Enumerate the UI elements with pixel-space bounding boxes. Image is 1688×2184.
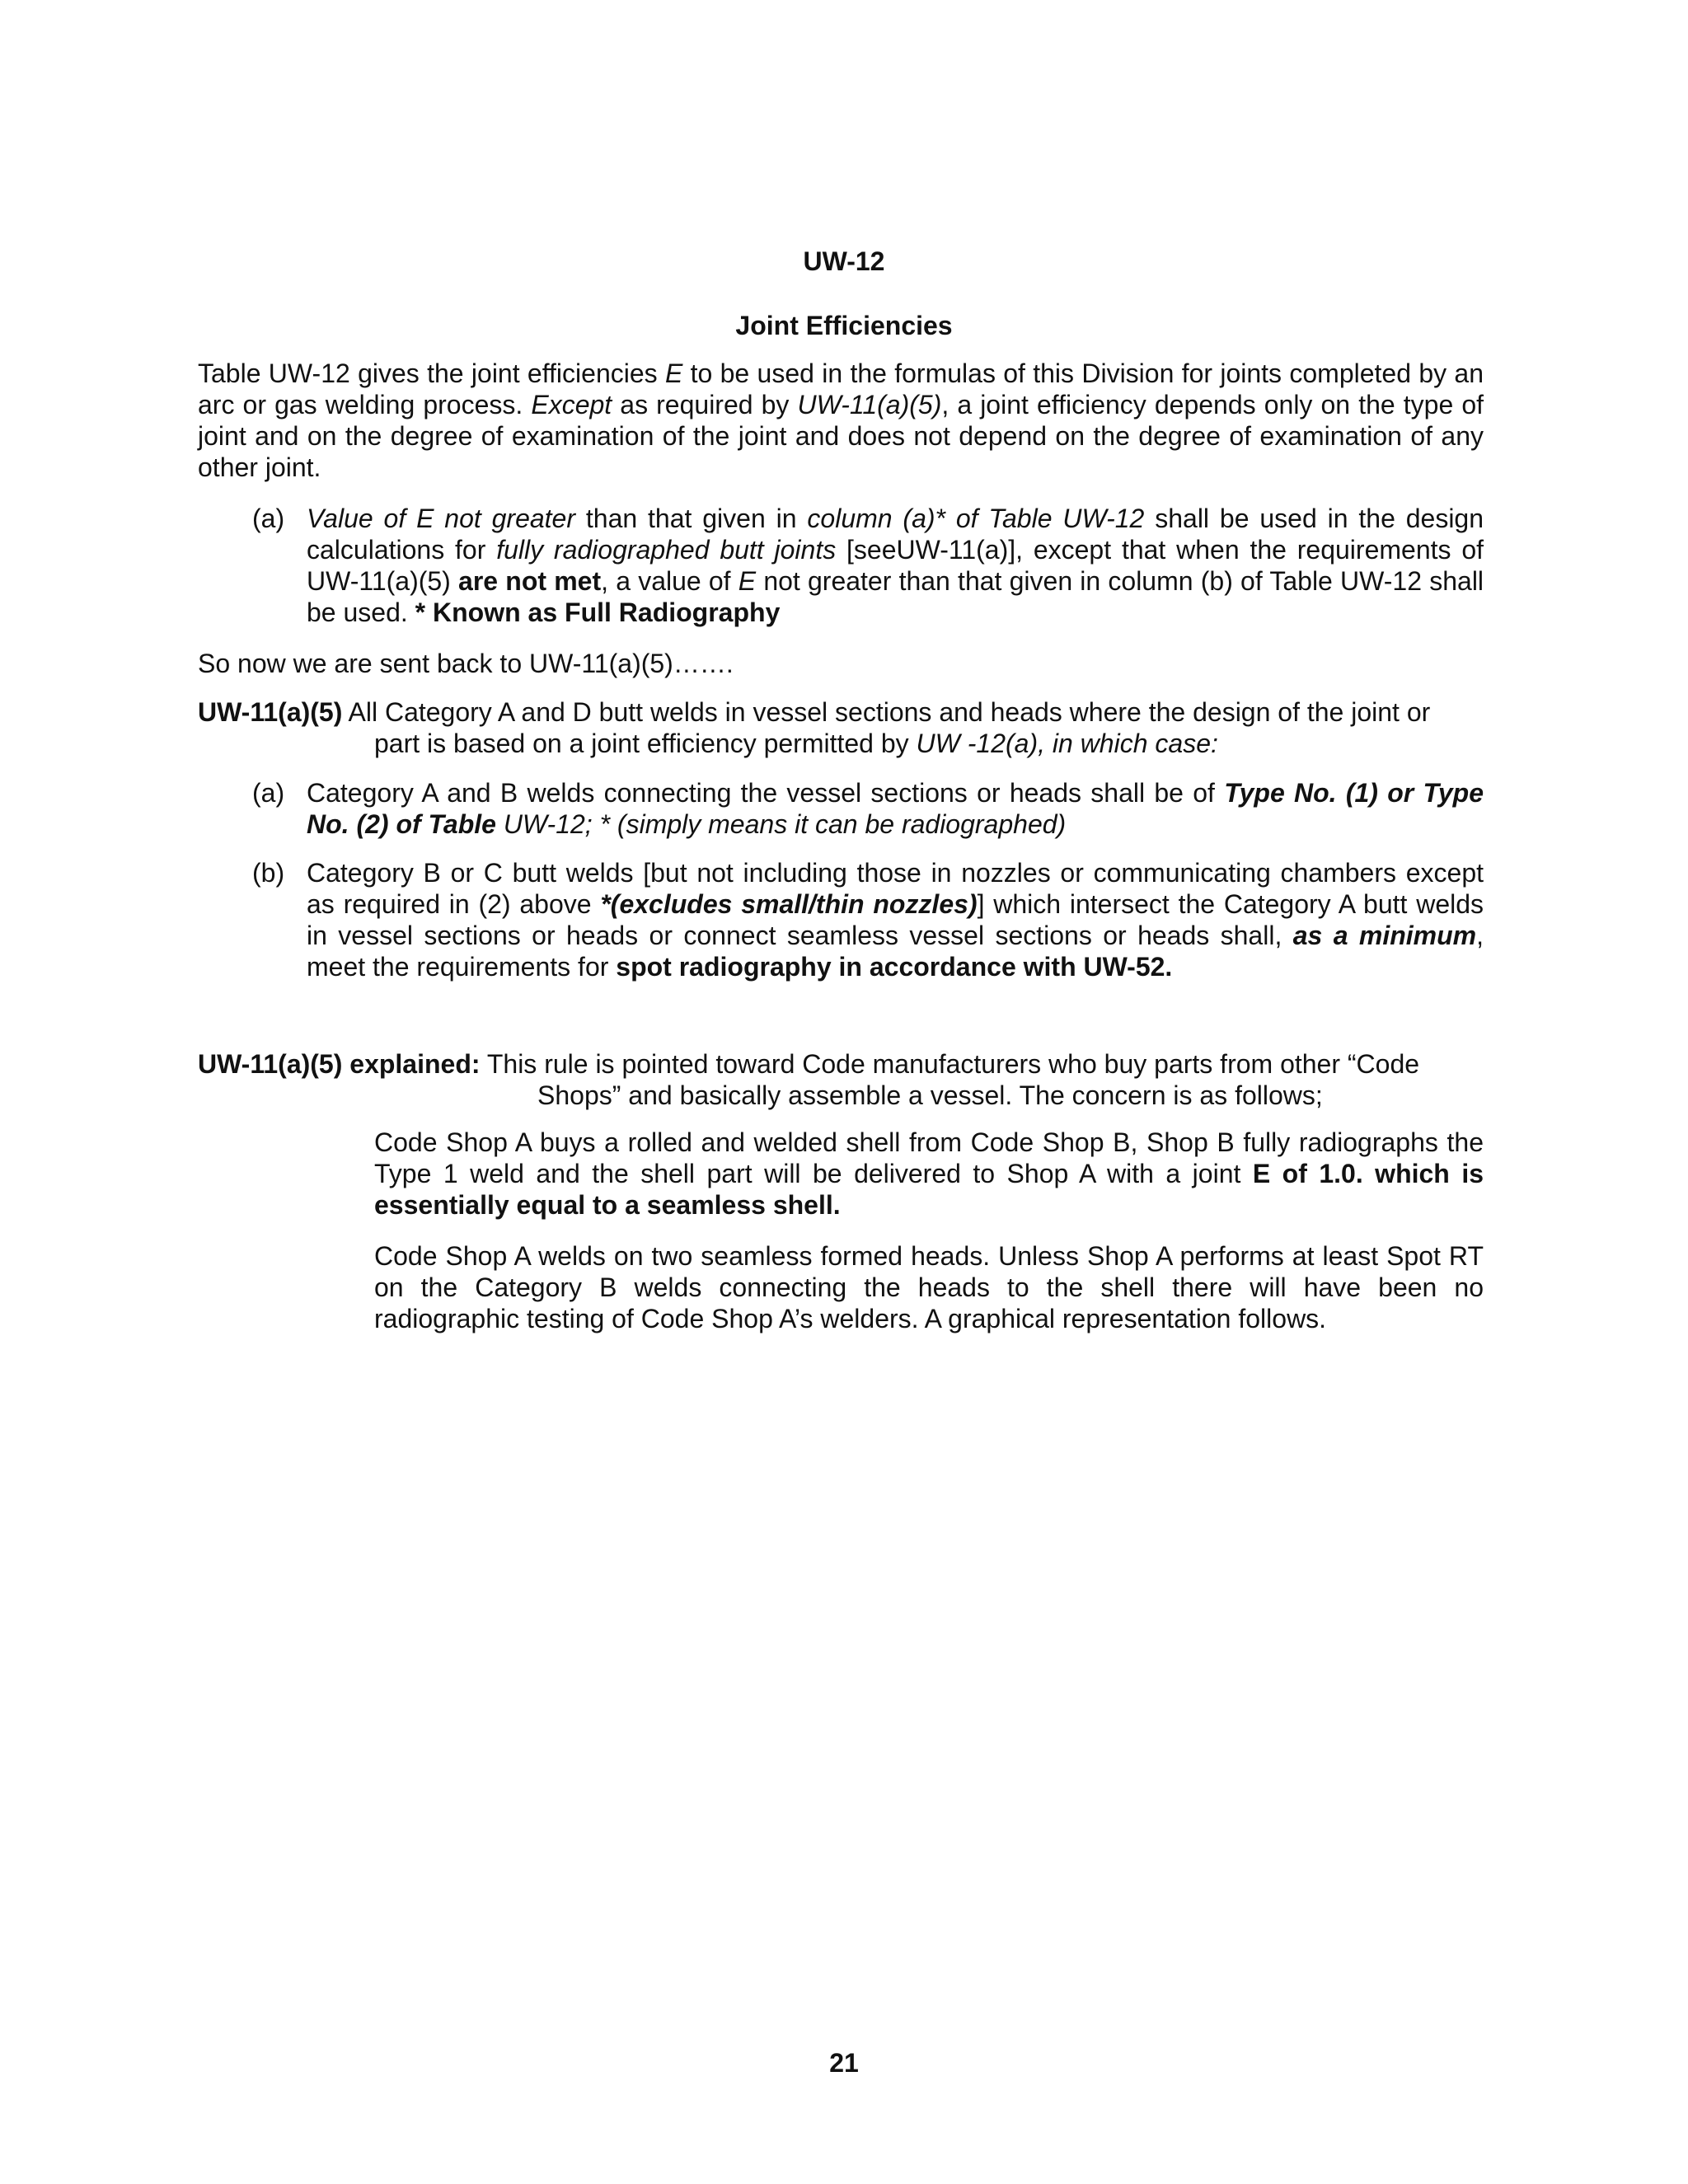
- transition-line: So now we are sent back to UW-11(a)(5)…….: [198, 649, 734, 678]
- list-item-text: [307, 857, 1484, 982]
- item-a-text-11: * Known as Full Radiography: [415, 598, 781, 627]
- explained-line-2: Shops” and basically assemble a vessel. The concern is as follows;: [537, 1080, 1323, 1110]
- uw11-b-text-6: spot radiography in accordance with UW-52.: [616, 952, 1173, 982]
- uw11-b-text-2: *(excludes small/thin nozzles): [600, 889, 978, 919]
- explained-subparagraph-2: Code Shop A welds on two seamless formed heads. Unless Shop A performs at least Spot RT on the Category B welds connecting the heads to the shell there will have been no radiographic testing of Code Shop A’s welders. A graphical representation follows.: [374, 1241, 1484, 1333]
- list-item-a: [252, 503, 1484, 635]
- intro-reference: UW-11(a)(5): [797, 390, 942, 419]
- uw11-a-text-3: UW-12; * (simply means it can be radiographed): [495, 809, 1067, 839]
- explained-paragraph: [198, 1048, 1484, 1111]
- page-number: 21: [829, 2048, 859, 2078]
- uw11-a-text-2: Type No. (1) or Type No. (2) of Table: [307, 778, 1484, 839]
- item-a-text-4: shall be used in the design calculations for: [307, 504, 1484, 565]
- item-a-text-2: than that given in: [575, 504, 808, 533]
- intro-text-4: , a joint efficiency depends only on the type of joint and on the degree of examination of the joint and does not depend on the degree of examination of any other joint.: [198, 390, 1484, 482]
- uw11-b-text-3: ] which intersect the Category A butt welds in vessel sections or heads or connect seamless vessel sections or heads shall,: [307, 889, 1484, 950]
- list-label: (a): [252, 504, 285, 533]
- uw11-b-text-4: as a minimum: [1292, 921, 1477, 950]
- explained-line-1: [198, 1048, 1484, 1080]
- uw11-b-text-5: , meet the requirements for: [307, 921, 1484, 982]
- uw11-b-text-1: Category B or C butt welds [but not including those in nozzles or communicating chambers except as required in (2) above: [307, 858, 1484, 919]
- uw11-a-text-1: Category A and B welds connecting the vessel sections or heads shall be of: [307, 778, 1225, 808]
- explained-sub1-bold: E of 1.0. which is essentially equal to a seamless shell.: [374, 1159, 1484, 1220]
- uw11-item-b: [252, 857, 1484, 989]
- uw11-label: UW-11(a)(5): [198, 697, 343, 727]
- uw11-text-1: All Category A and D butt welds in vessel sections and heads where the design of the joint or: [342, 697, 1431, 727]
- explained-sub1-text: Code Shop A buys a rolled and welded shell from Code Shop B, Shop B fully radiographs the Type 1 weld and the shell part will be delivered to Shop A with a joint: [374, 1127, 1484, 1188]
- list-item-text: [307, 503, 1484, 628]
- uw11-text-3: UW -12(a), in which case:: [916, 729, 1218, 758]
- intro-text-1: Table UW-12 gives the joint efficiencies: [198, 359, 665, 388]
- uw11-item-a: [252, 777, 1484, 843]
- section-heading: UW-12: [803, 246, 885, 276]
- intro-paragraph: [198, 358, 1484, 483]
- intro-text-2: to be used in the formulas of this Division for joints completed by an arc or gas welding process.: [198, 359, 1484, 419]
- uw11-paragraph: [198, 696, 1484, 759]
- list-item-text: [307, 777, 1484, 840]
- item-a-text-6: [seeUW-11(a)], except that when the requirements of UW-11(a)(5): [307, 535, 1484, 596]
- explained-subparagraph-1: [374, 1127, 1484, 1221]
- intro-except: Except: [531, 390, 612, 419]
- explained-text-1: This rule is pointed toward Code manufacturers who buy parts from other “Code: [480, 1049, 1420, 1079]
- uw11-text-2: part is based on a joint efficiency permitted by: [374, 729, 917, 758]
- item-a-text-7: are not met: [458, 566, 602, 596]
- list-label: (a): [252, 778, 285, 808]
- item-a-text-5: fully radiographed butt joints: [496, 535, 837, 565]
- item-a-text-8: , a value of: [601, 566, 738, 596]
- list-label: (b): [252, 858, 285, 888]
- explained-label: UW-11(a)(5) explained:: [198, 1049, 481, 1079]
- intro-e-symbol: E: [664, 359, 683, 388]
- item-a-text-10: not greater than that given in column (b) of Table UW-12 shall be used.: [307, 566, 1484, 627]
- uw11-line-2: [198, 728, 1484, 759]
- uw11-line-1: [198, 696, 1484, 728]
- intro-text-3: as required by: [612, 390, 798, 419]
- item-a-text-3: column (a)* of Table UW-12: [807, 504, 1145, 533]
- item-a-text-1: Value of E not greater: [307, 504, 576, 533]
- page-title: Joint Efficiencies: [735, 311, 953, 340]
- item-a-text-9: E: [738, 566, 757, 596]
